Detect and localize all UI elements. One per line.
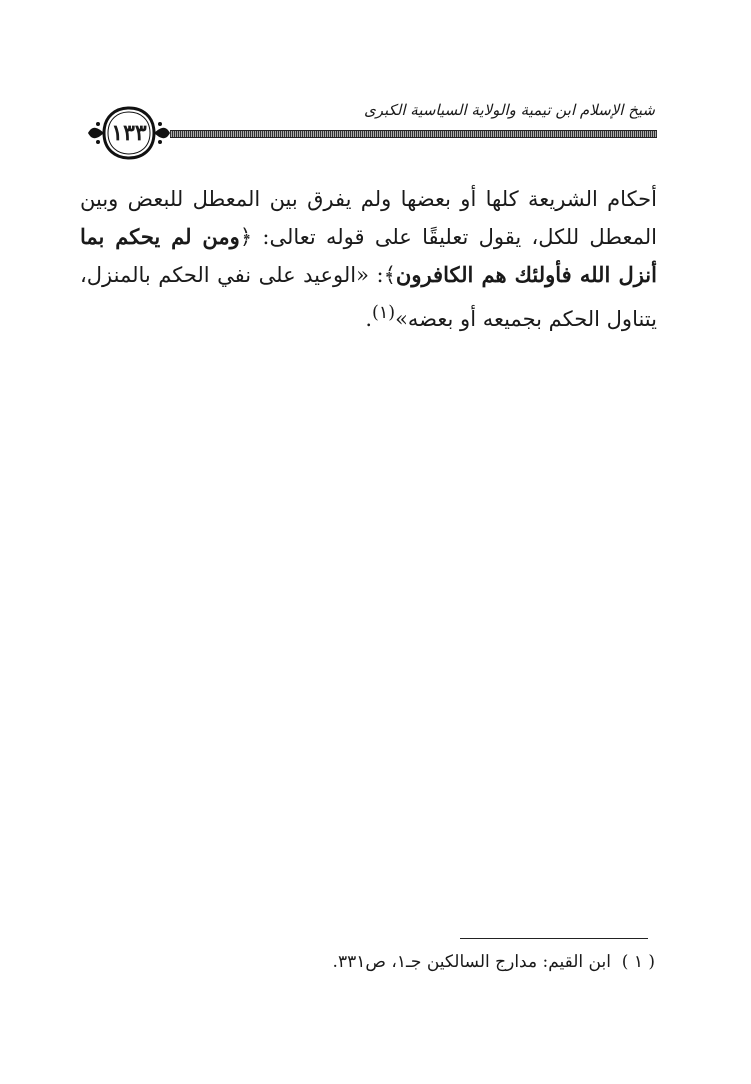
footnote-separator	[460, 938, 648, 939]
footnote-reference: (١)	[372, 303, 396, 323]
page-number: ١٣٣	[111, 120, 147, 146]
body-paragraph	[80, 180, 657, 338]
footnote	[333, 952, 655, 972]
quran-verse: ومن لم يحكم بما أنزل الله فأولئك هم الكافرون	[80, 224, 657, 287]
body-text-part-3: .	[365, 307, 373, 331]
header-rule	[170, 130, 657, 138]
running-title: شيخ الإسلام ابن تيمية والولاية السياسية الكبرى	[363, 101, 655, 119]
footnote-marker: ( ١ )	[621, 952, 655, 972]
body-text-part-1: أحكام الشريعة كلها أو بعضها ولم يفرق بين المعطل للبعض وبين المعطل للكل، يقول تعليقًا على قوله تعالى:	[80, 187, 657, 249]
footnote-text: ابن القيم: مدارج السالكين جـ١، ص٣٣١.	[332, 952, 611, 972]
quran-open-bracket: ﴿	[239, 225, 253, 249]
quran-close-bracket: ﴾	[383, 263, 396, 287]
page-header	[0, 0, 751, 170]
body-text-part-2: : «الوعيد على نفي الحكم بالمنزل، يتناول الحكم بجميعه أو بعضه»	[80, 263, 657, 331]
